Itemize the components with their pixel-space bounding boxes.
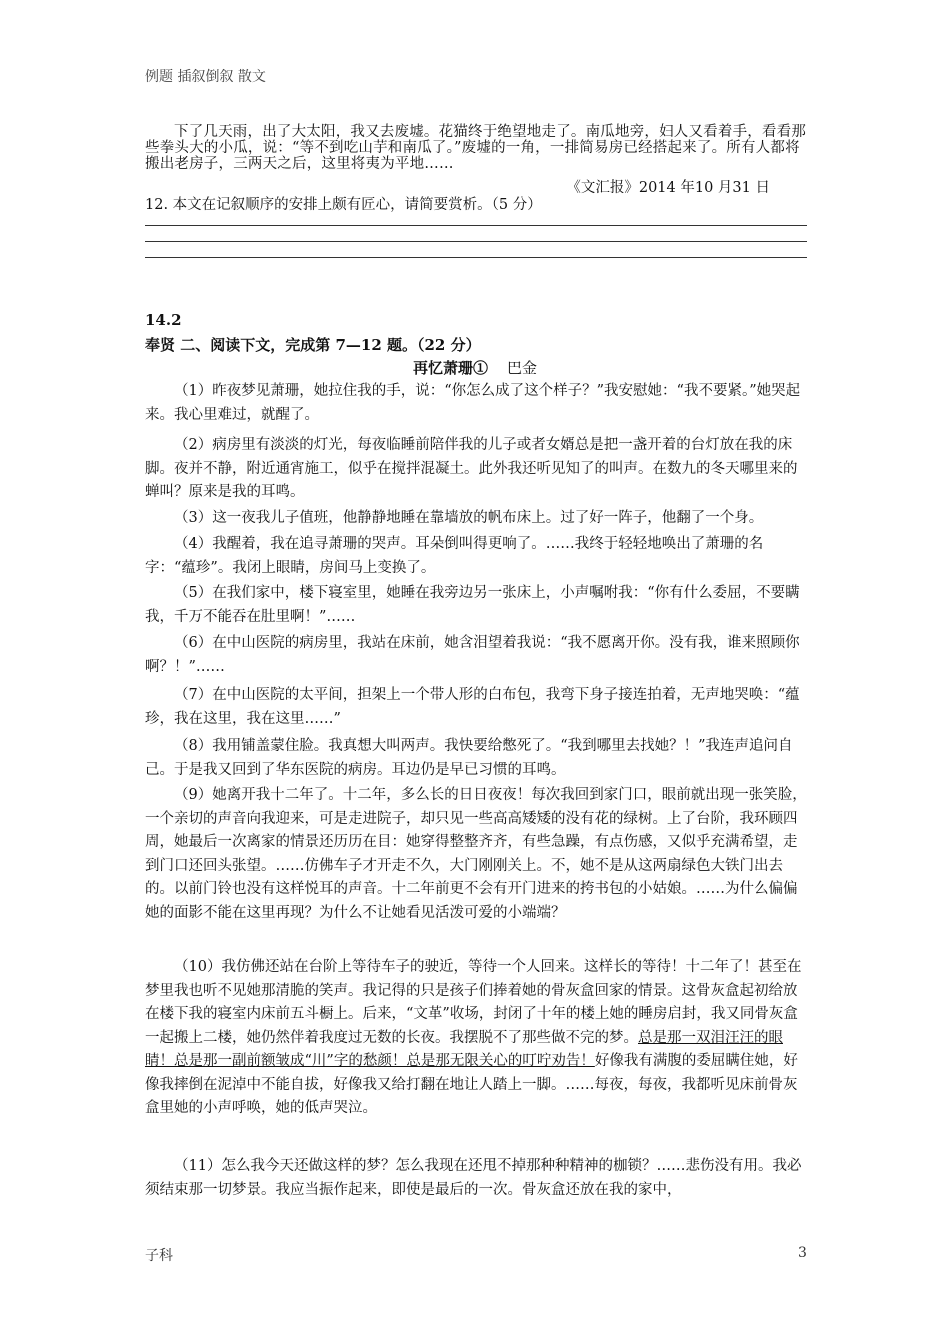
paragraph-6: （6）在中山医院的病房里，我站在床前，她含泪望着我说：“我不愿离开你。没有我，谁来照顾你啊？！”……	[145, 635, 800, 675]
section-title: 奉贤 二、阅读下文，完成第 7—12 题。（22 分）	[145, 336, 481, 354]
paragraph-10-rest: 好像我有满腹的委屈瞒住她，好像我摔倒在泥淖中不能自拔，好像我又给打翻在地让人踏上一脚。……每夜，每夜，我都听见床前骨灰盒里她的小声呼唤，她的低声哭泣。	[145, 1053, 798, 1116]
answer-line-2	[145, 241, 807, 242]
source-citation: 《文汇报》2014 年10 月31 日	[566, 180, 770, 196]
answer-line-1	[145, 225, 807, 226]
intro-paragraph: 下了几天雨，出了大太阳，我又去废墟。花猫终于绝望地走了。南瓜地旁，妇人又看着手，看看那些拳头大的小瓜，说：“等不到吃山芋和南瓜了。”废墟的一角，一排简易房已经搭起来了。所有人都将搬出老房子，三两天之后，这里将夷为平地……	[145, 124, 807, 172]
paragraph-5: （5）在我们家中，楼下寝室里，她睡在我旁边另一张床上，小声嘱咐我：“你有什么委屈，不要瞒我，千万不能吞在肚里啊！”……	[145, 585, 800, 625]
article-heading	[0, 357, 950, 378]
paragraph-10-underlined: 总是那一双泪汪汪的眼睛！总是那一副前额皱成“川”字的愁颜！总是那无限关心的叮咛劝告！	[145, 1029, 783, 1069]
section-number: 14.2	[145, 311, 182, 329]
paragraph-11: （11）怎么我今天还做这样的梦？怎么我现在还甩不掉那种种精神的枷锁？……悲伤没有用。我必须结束那一切梦景。我应当振作起来，即使是最后的一次。骨灰盒还放在我的家中，	[145, 1158, 802, 1198]
paragraph-10	[145, 956, 810, 1121]
question-12: 12. 本文在记叙顺序的安排上颇有匠心，请简要赏析。（5 分）	[145, 197, 542, 213]
article-author: 巴金	[507, 359, 538, 377]
paragraph-7: （7）在中山医院的太平间，担架上一个带人形的白布包，我弯下身子接连拍着，无声地哭唤：“蕴珍，我在这里，我在这里……”	[145, 687, 800, 727]
paragraph-4: （4）我醒着，我在追寻萧珊的哭声。耳朵倒叫得更响了。……我终于轻轻地唤出了萧珊的名字：“蕴珍”。我闭上眼睛，房间马上变换了。	[145, 536, 764, 576]
paragraph-9: （9）她离开我十二年了。十二年，多么长的日日夜夜！每次我回到家门口，眼前就出现一张笑脸，一个亲切的声音向我迎来，可是走进院子，却只见一些高高矮矮的没有花的绿树。上了台阶，我环顾四周，她最后一次离家的情景还历历在目：她穿得整整齐齐，有些急躁，有点伤感，又似乎充满希望，走到门口还回头张望。……仿佛车子才开走不久，大门刚刚关上。不，她不是从这两扇绿色大铁门出去的。以前门铃也没有这样悦耳的声音。十二年前更不会有开门进来的挎书包的小姑娘。……为什么偏偏她的面影不能在这里再现？为什么不让她看见活泼可爱的小端端？	[145, 787, 807, 921]
article-title: 再忆萧珊①	[412, 359, 488, 377]
footer-left: 子科	[145, 1248, 173, 1264]
paragraph-2: （2）病房里有淡淡的灯光，每夜临睡前陪伴我的儿子或者女婿总是把一盏开着的台灯放在我的床脚。夜并不静，附近通宵施工，似乎在搅拌混凝土。此外我还听见知了的叫声。在数九的冬天哪里来的蝉叫？原来是我的耳鸣。	[145, 437, 798, 500]
paragraph-1: （1）昨夜梦见萧珊，她拉住我的手，说：“你怎么成了这个样子？”我安慰她：“我不要紧。”她哭起来。我心里难过，就醒了。	[145, 383, 801, 423]
paragraph-10-text: （10）我仿佛还站在台阶上等待车子的驶近，等待一个人回来。这样长的等待！十二年了！甚至在梦里我也听不见她那清脆的笑声。我记得的只是孩子们捧着她的骨灰盒回家的情景。这骨灰盒起初给放在楼下我的寝室内床前五斗橱上。后来，“文革”收场，封闭了十年的楼上她的睡房启封，我又同骨灰盒一起搬上二楼，她仍然伴着我度过无数的长夜。我摆脱不了那些做不完的梦。	[145, 959, 802, 1046]
page-number: 3	[798, 1245, 807, 1261]
page-header: 例题 插叙倒叙 散文	[145, 69, 266, 85]
paragraph-3: （3）这一夜我儿子值班，他静静地睡在靠墙放的帆布床上。过了好一阵子，他翻了一个身。	[174, 510, 764, 526]
paragraph-8: （8）我用铺盖蒙住脸。我真想大叫两声。我快要给憋死了。“我到哪里去找她？！”我连声追问自己。于是我又回到了华东医院的病房。耳边仍是早已习惯的耳鸣。	[145, 738, 793, 778]
answer-line-3	[145, 257, 807, 258]
